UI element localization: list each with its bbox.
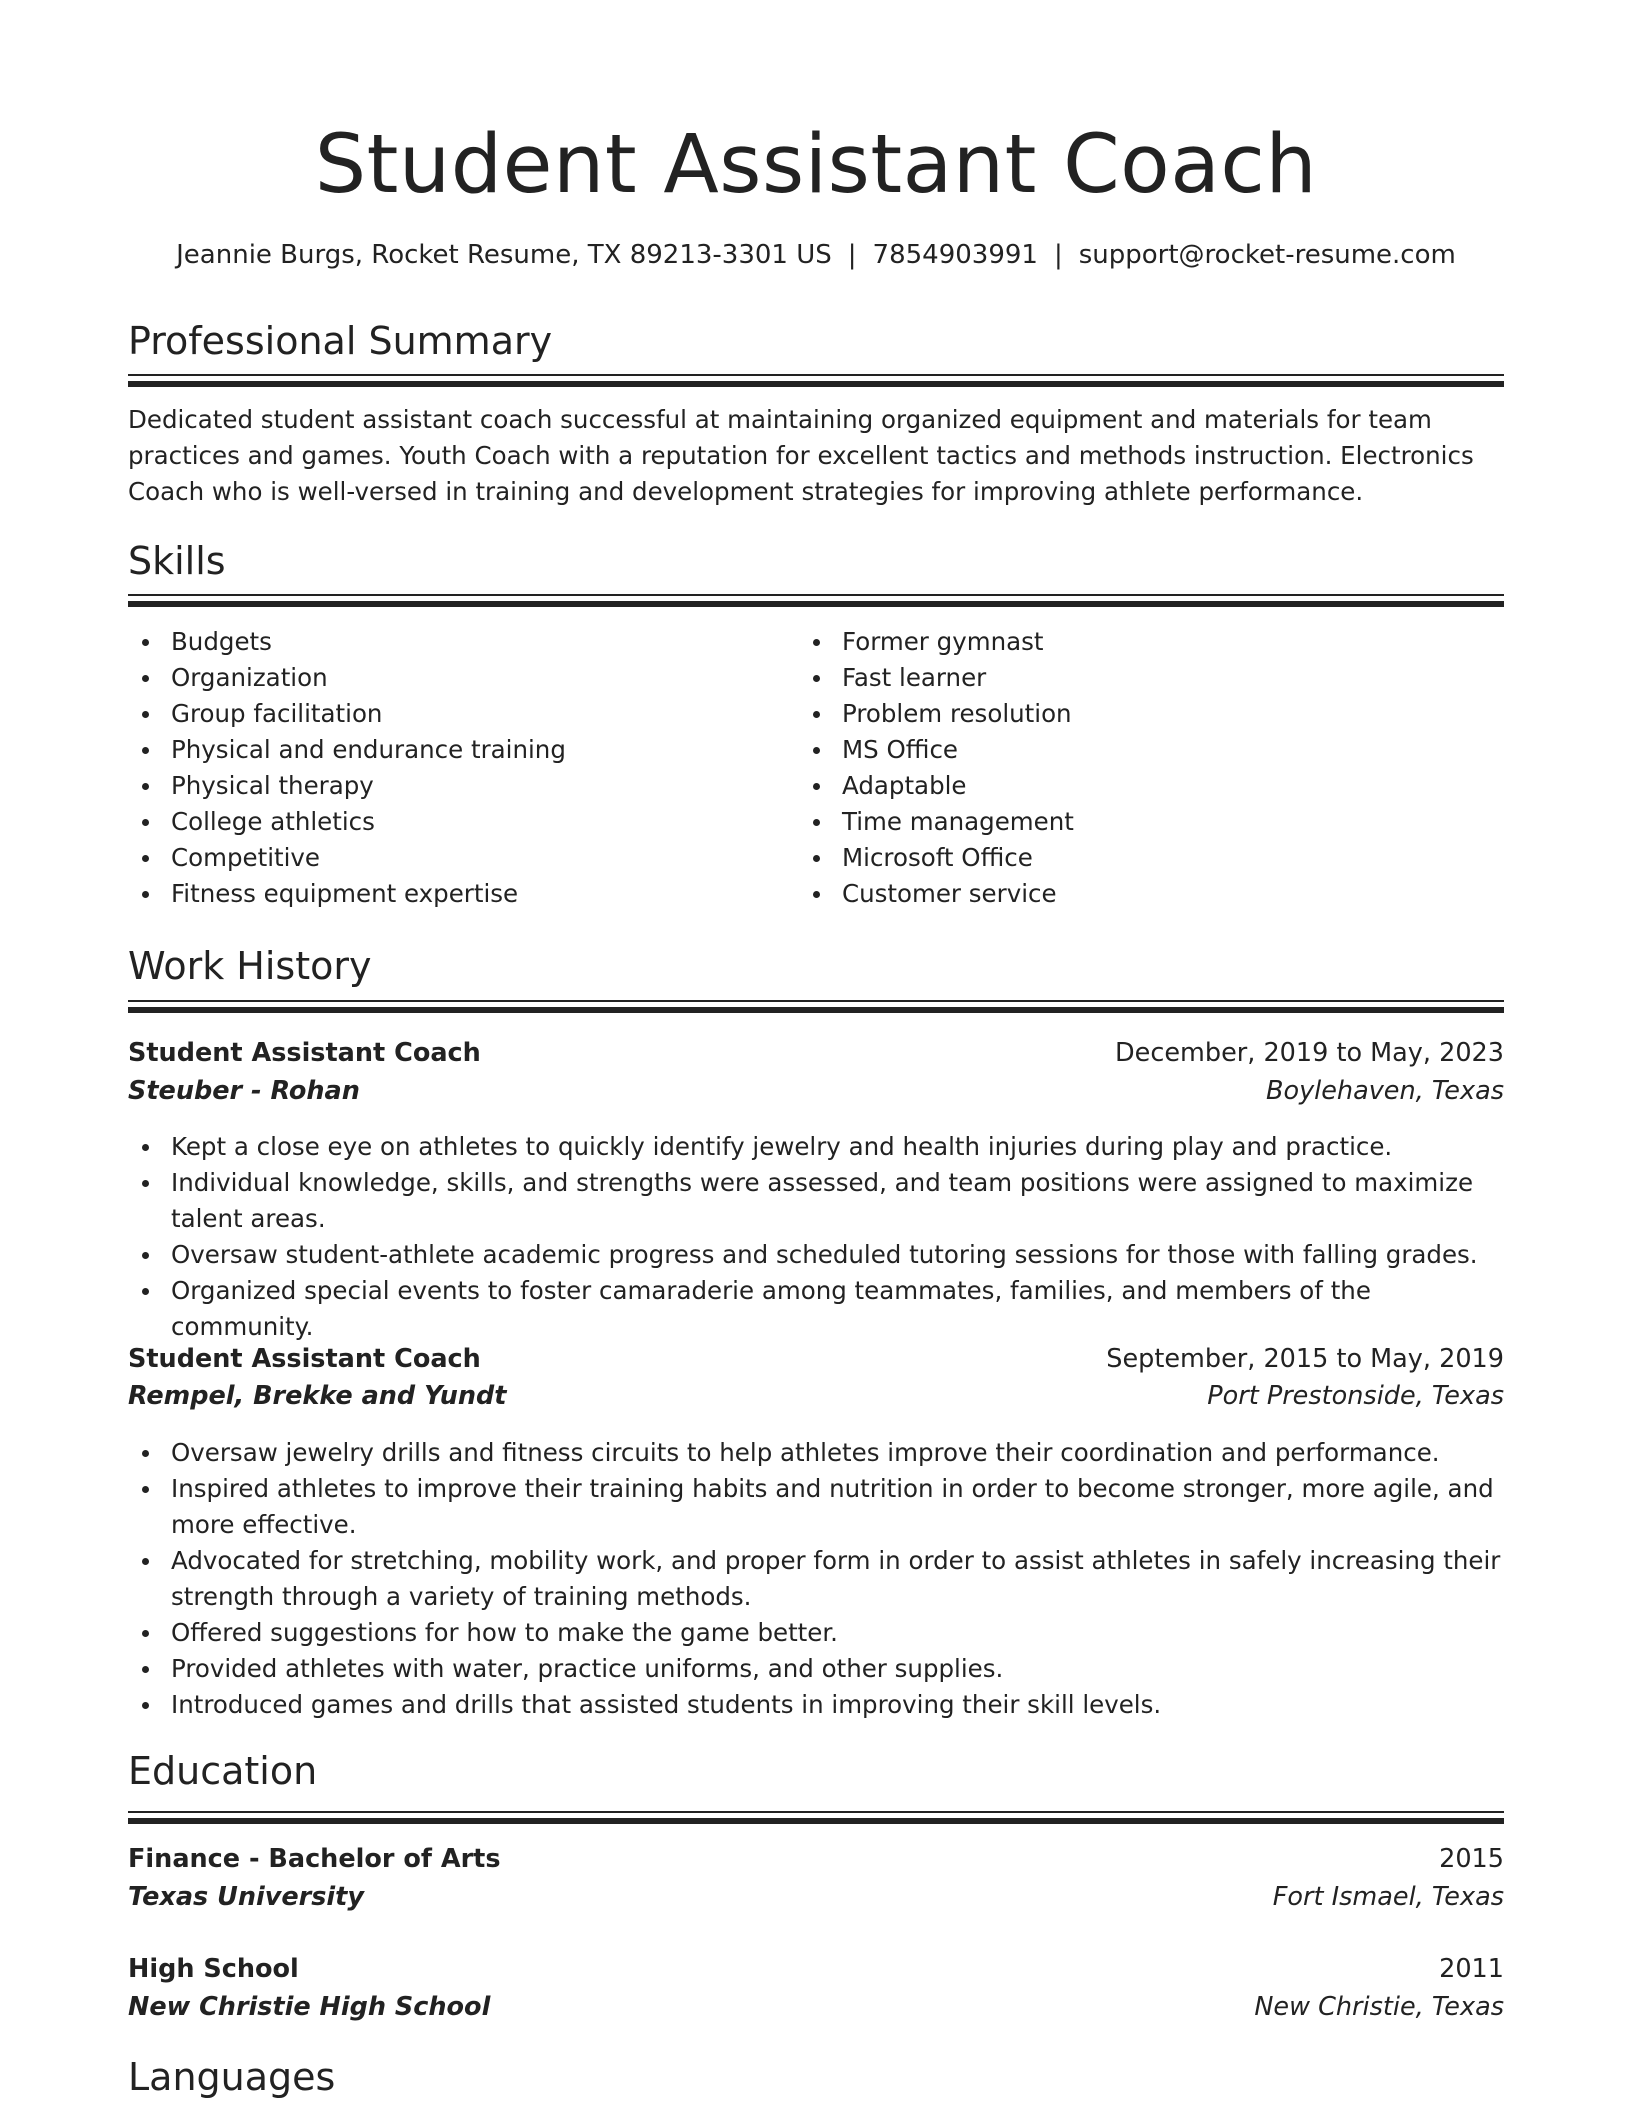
skill-item: Time management	[799, 804, 1504, 840]
job-title: Student Assistant Coach	[128, 1344, 481, 1374]
section-divider	[128, 1811, 1504, 1813]
job-dates: September, 2015 to May, 2019	[1106, 1344, 1504, 1374]
section-divider	[128, 601, 1504, 607]
skill-item: Fast learner	[799, 660, 1504, 696]
contact-separator: |	[1053, 240, 1063, 270]
skill-item: Group facilitation	[128, 696, 768, 732]
education-degree: Finance - Bachelor of Arts	[128, 1844, 501, 1874]
skill-item: Microsoft Office	[799, 840, 1504, 876]
job-bullet: Organized special events to foster camaraderie among teammates, families, and members of the community.	[128, 1273, 1504, 1345]
skill-item: Budgets	[128, 624, 768, 660]
education-location: Fort Ismael, Texas	[1272, 1882, 1504, 1912]
skill-item: Customer service	[799, 876, 1504, 912]
job-bullet: Offered suggestions for how to make the game better.	[128, 1615, 1504, 1651]
job-bullet: Oversaw jewelry drills and fitness circuits to help athletes improve their coordination and performance.	[128, 1435, 1504, 1471]
section-divider	[128, 1818, 1504, 1824]
job-dates: December, 2019 to May, 2023	[1115, 1038, 1504, 1068]
job-bullets	[128, 1435, 1504, 1723]
education-school-row	[128, 1992, 1504, 2030]
skills-section-heading	[128, 539, 1504, 583]
education-location: New Christie, Texas	[1254, 1992, 1504, 2022]
job-title-row	[128, 1344, 1504, 1382]
contact-phone[interactable]: 7854903991	[872, 240, 1038, 270]
summary-text: Dedicated student assistant coach successful at maintaining organized equipment and materials for team practices and games. Youth Coach with a reputation for excellent tactics and methods instruction. Electronics Coach who is well-versed in training and development strategies for improving athlete performance.	[128, 405, 1474, 506]
education-heading: Education	[128, 1749, 318, 1793]
job-location: Port Prestonside, Texas	[1207, 1381, 1504, 1411]
languages-section-heading	[128, 2055, 1504, 2099]
job-company-row	[128, 1381, 1504, 1419]
job-bullet: Inspired athletes to improve their training habits and nutrition in order to become stronger, more agile, and more effective.	[128, 1471, 1504, 1543]
job-bullets	[128, 1129, 1504, 1345]
skill-item: Adaptable	[799, 768, 1504, 804]
education-year: 2011	[1439, 1954, 1504, 1984]
skill-item: College athletics	[128, 804, 768, 840]
job-bullet: Advocated for stretching, mobility work, and proper form in order to assist athletes in safely increasing their strength through a variety of training methods.	[128, 1543, 1504, 1615]
skill-item: Problem resolution	[799, 696, 1504, 732]
skill-item: Organization	[128, 660, 768, 696]
skill-item: Competitive	[128, 840, 768, 876]
education-degree-row	[128, 1844, 1504, 1882]
job-company: Rempel, Brekke and Yundt	[128, 1381, 507, 1411]
job-company-row	[128, 1076, 1504, 1114]
skills-list-left	[128, 624, 768, 912]
job-bullet: Individual knowledge, skills, and strengths were assessed, and team positions were assigned to maximize talent areas.	[128, 1165, 1504, 1237]
job-company: Steuber - Rohan	[128, 1076, 360, 1106]
skill-item: Fitness equipment expertise	[128, 876, 768, 912]
work-heading: Work History	[128, 944, 372, 988]
job-title: Student Assistant Coach	[128, 1038, 481, 1068]
section-divider	[128, 1007, 1504, 1013]
skill-item: Physical therapy	[128, 768, 768, 804]
contact-email[interactable]: support@rocket-resume.com	[1078, 240, 1456, 270]
skill-item: Physical and endurance training	[128, 732, 768, 768]
section-divider	[128, 594, 1504, 596]
job-bullet: Provided athletes with water, practice uniforms, and other supplies.	[128, 1651, 1504, 1687]
skill-item: Former gymnast	[799, 624, 1504, 660]
section-divider	[128, 1000, 1504, 1002]
education-school-row	[128, 1882, 1504, 1920]
education-year: 2015	[1439, 1844, 1504, 1874]
resume-title: Student Assistant Coach	[314, 118, 1318, 212]
languages-heading: Languages	[128, 2055, 336, 2099]
education-school: New Christie High School	[128, 1992, 491, 2022]
contact-separator: |	[847, 240, 857, 270]
education-degree-row	[128, 1954, 1504, 1992]
skill-item: MS Office	[799, 732, 1504, 768]
skills-heading: Skills	[128, 539, 226, 583]
job-bullet: Kept a close eye on athletes to quickly identify jewelry and health injuries during play and practice.	[128, 1129, 1504, 1165]
summary-section-heading	[128, 319, 1504, 363]
education-school: Texas University	[128, 1882, 364, 1912]
job-bullet: Introduced games and drills that assisted students in improving their skill levels.	[128, 1687, 1504, 1723]
job-bullet: Oversaw student-athlete academic progress and scheduled tutoring sessions for those with falling grades.	[128, 1237, 1504, 1273]
skills-list-right	[799, 624, 1504, 912]
section-divider	[128, 374, 1504, 376]
job-title-row	[128, 1038, 1504, 1076]
education-section-heading	[128, 1749, 1504, 1793]
contact-line	[0, 240, 1632, 270]
summary-heading: Professional Summary	[128, 319, 553, 363]
work-section-heading	[128, 944, 1504, 988]
education-degree: High School	[128, 1954, 299, 1984]
contact-address: Jeannie Burgs, Rocket Resume, TX 89213-3301 US	[176, 240, 832, 270]
job-location: Boylehaven, Texas	[1265, 1076, 1504, 1106]
section-divider	[128, 381, 1504, 387]
